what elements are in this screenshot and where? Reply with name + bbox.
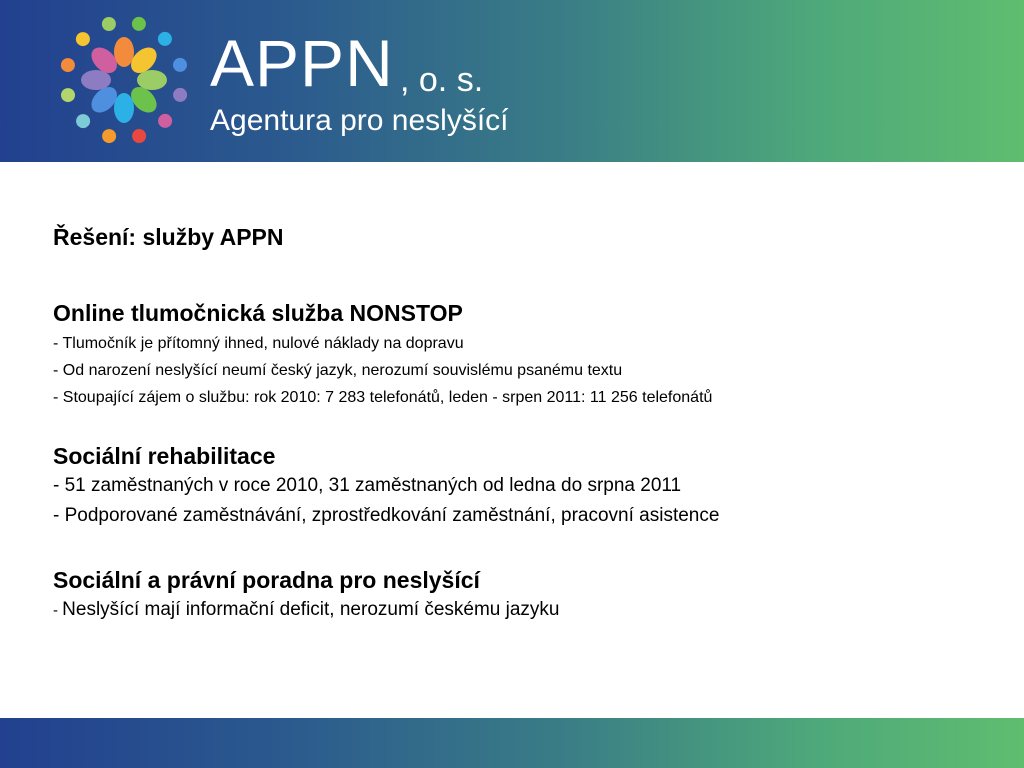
list-item-text: Neslyšící mají informační deficit, nerozumí českému jazyku [62,599,560,620]
list-item: - 51 zaměstnaných v roce 2010, 31 zaměstnaných od ledna do srpna 2011 [53,475,682,496]
section-heading: Sociální a právní poradna pro neslyšící [53,567,480,593]
logo-name: APPN [210,26,394,100]
logo-petal [81,70,111,90]
logo-dot [102,129,116,143]
logo-petal [114,93,134,123]
logo-suffix: , o. s. [400,61,484,99]
logo-petal [137,70,167,90]
logo-dot [132,129,146,143]
logo-dot [61,88,75,102]
logo-dot [173,88,187,102]
list-item: - Stoupající zájem o službu: rok 2010: 7 283 telefonátů, leden - srpen 2011: 11 256 telefonátů [53,389,713,406]
logo-dot [76,32,90,46]
logo-dot [61,58,75,72]
list-item: - Od narození neslyšící neumí český jazyk, nerozumí souvislému psanému textu [53,362,623,379]
appn-flower-logo-icon [56,12,192,148]
slide-title: Řešení: služby APPN [53,224,284,250]
list-item: - Tlumočník je přítomný ihned, nulové náklady na dopravu [53,335,464,352]
section-heading: Sociální rehabilitace [53,443,276,469]
list-item: - Podporované zaměstnávání, zprostředkování zaměstnání, pracovní asistence [53,505,720,526]
logo-dot [173,58,187,72]
section-social-rehabilitation [53,441,993,531]
section-legal-counseling [53,565,993,626]
list-dash: - [53,602,63,619]
slide-content [53,220,993,626]
logo-tagline: Agentura pro neslyšící [210,104,509,137]
section-online-interpreting [53,298,993,411]
logo-dot [76,114,90,128]
footer-banner [0,718,1024,768]
header-banner [0,0,1024,162]
section-heading: Online tlumočnická služba NONSTOP [53,300,463,326]
logo-dot [132,17,146,31]
logo-dot [102,17,116,31]
logo-dot [158,32,172,46]
logo-petal [114,37,134,67]
logo-dot [158,114,172,128]
list-item [53,595,993,626]
